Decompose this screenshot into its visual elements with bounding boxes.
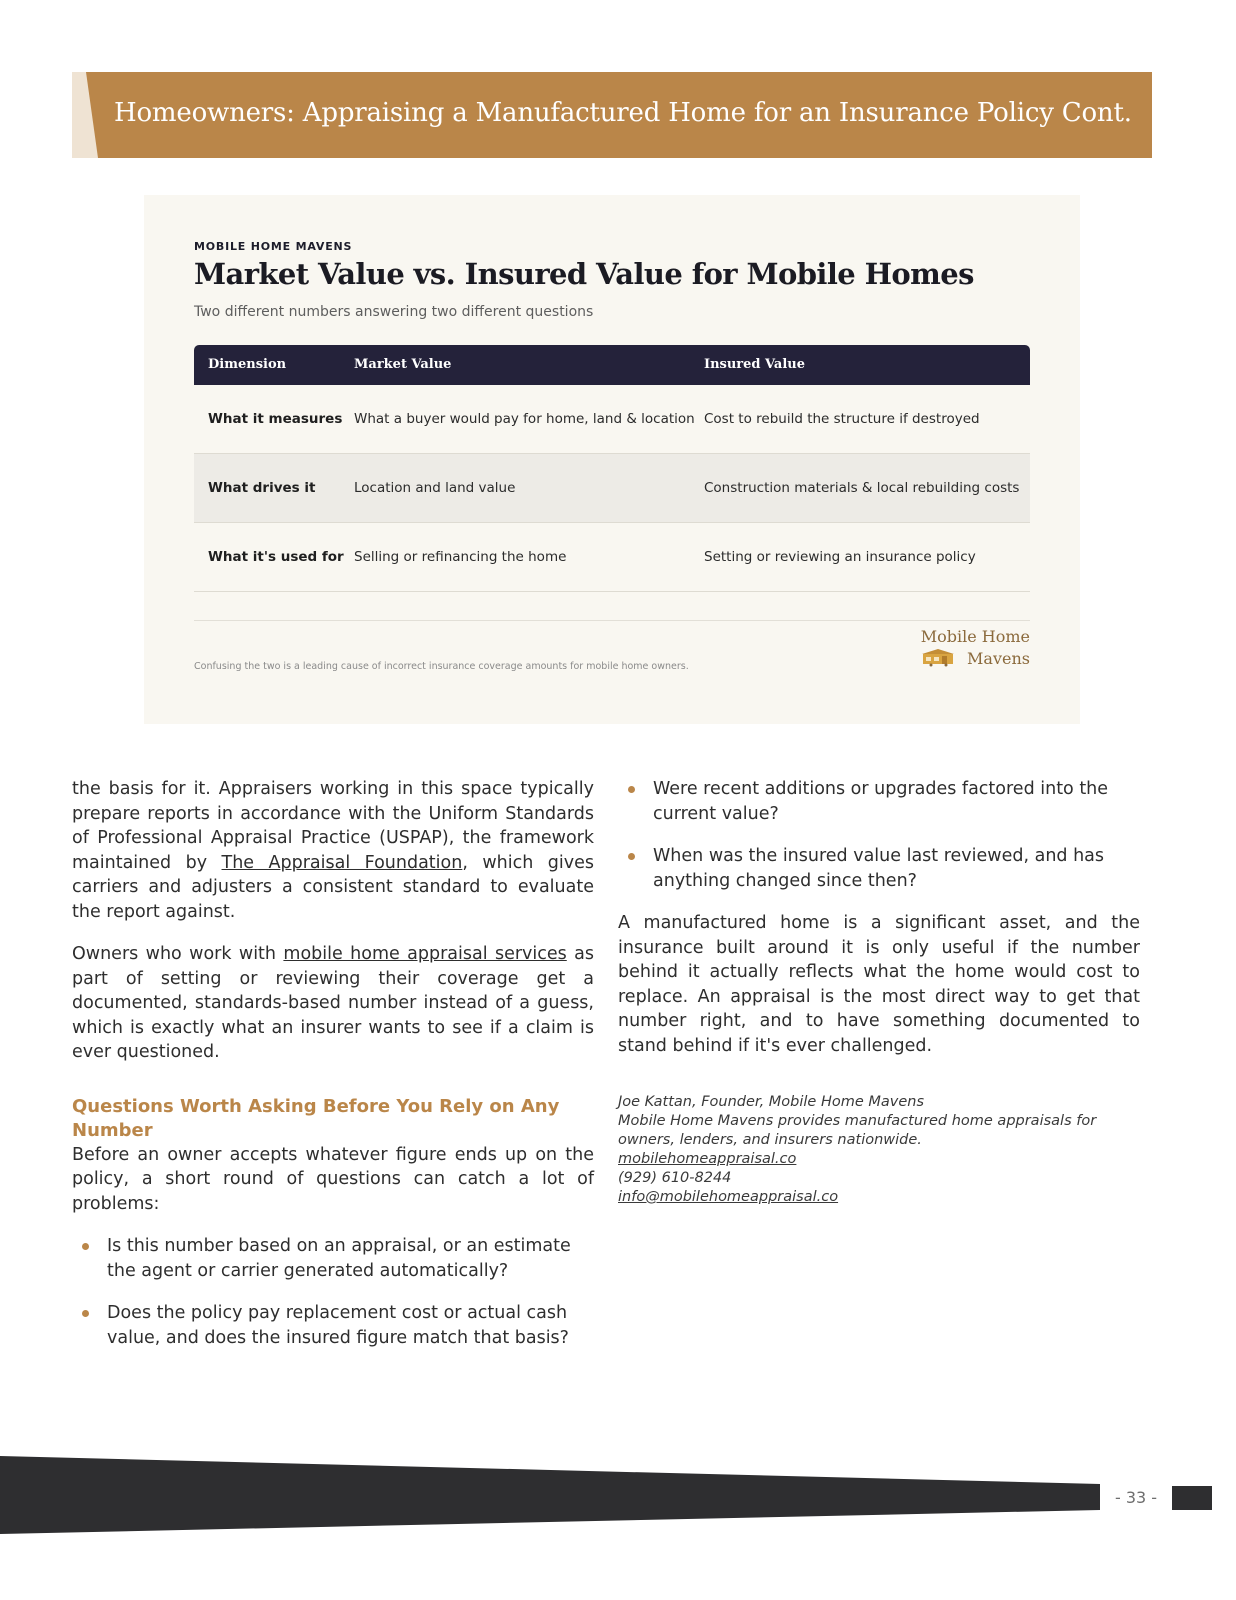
footer-band [0, 1450, 1100, 1540]
author-name: Joe Kattan, Founder, Mobile Home Mavens [618, 1094, 925, 1110]
infographic-subtitle: Two different numbers answering two different questions [194, 304, 594, 320]
question-list-left [72, 1234, 594, 1350]
phone-number: (929) 610-8244 [618, 1170, 732, 1186]
appraisal-foundation-link[interactable]: The Appraisal Foundation [221, 852, 463, 873]
list-item-text: Were recent additions or upgrades factored into the current value? [653, 779, 1109, 824]
table-row [194, 523, 1030, 592]
row-insured-value: Cost to rebuild the structure if destroyed [704, 411, 980, 427]
infographic-title: Market Value vs. Insured Value for Mobile Homes [194, 257, 974, 291]
page-number: - 33 - [1115, 1488, 1158, 1507]
right-column [618, 777, 1140, 1076]
text-span: Owners who work with [72, 944, 284, 964]
questions-intro: Before an owner accepts whatever figure ends up on the policy, a short round of questions can catch a lot of problems: [72, 1144, 594, 1214]
paragraph-appraisal-services [72, 942, 594, 1065]
bullet-icon [82, 1310, 89, 1317]
mobile-home-icon [922, 649, 956, 667]
row-market-value: Location and land value [354, 480, 516, 496]
text-span: as part of setting or reviewing their coverage get a documented, standards-based number instead of a guess, which is exactly what an insurer wants to see if a claim is ever questioned. [72, 944, 594, 1062]
table-row [194, 454, 1030, 523]
question-list-right [618, 777, 1140, 893]
table-header [194, 345, 1030, 385]
page-title: Homeowners: Appraising a Manufactured Home for an Insurance Policy Cont. [114, 98, 1132, 128]
row-insured-value: Setting or reviewing an insurance policy [704, 549, 976, 565]
text-span: , which gives carriers and adjusters a consistent standard to evaluate the report against. [72, 852, 594, 922]
company-description: Mobile Home Mavens provides manufactured home appraisals for owners, lenders, and insurers nationwide. [618, 1113, 1097, 1148]
website-link[interactable]: mobilehomeappraisal.co [618, 1151, 797, 1167]
list-item-text: When was the insured value last reviewed, and has anything changed since then? [653, 846, 1105, 891]
column-header-dimension: Dimension [208, 357, 287, 372]
comparison-table [194, 345, 1030, 621]
row-market-value: Selling or refinancing the home [354, 549, 567, 565]
table-row [194, 385, 1030, 454]
table-spacer-row [194, 592, 1030, 621]
list-item-text: Is this number based on an appraisal, or an estimate the agent or carrier generated automatically? [107, 1236, 571, 1281]
text-span: the basis for it. Appraisers working in this space typically prepare reports in accordance with the Uniform Standards of Professional Appraisal Practice (USPAP), the framework maintained by [72, 779, 594, 873]
email-link[interactable]: info@mobilehomeappraisal.co [618, 1189, 839, 1205]
logo-text-line2: Mavens [967, 649, 1030, 668]
column-header-insured-value: Insured Value [704, 357, 806, 372]
left-column [72, 777, 594, 1368]
footer-tab [1172, 1486, 1212, 1510]
list-item [72, 1301, 594, 1350]
row-dimension: What it measures [208, 411, 343, 427]
list-item [618, 777, 1140, 826]
author-signature [618, 1093, 1148, 1207]
infographic-brand: MOBILE HOME MAVENS [194, 240, 353, 253]
row-dimension: What it's used for [208, 549, 344, 565]
logo-text-line1: Mobile Home [920, 627, 1030, 646]
infographic-card [144, 195, 1080, 724]
closing-paragraph: A manufactured home is a significant asset, and the insurance built around it is only useful if the number behind it actually reflects what the home would cost to replace. An appraisal is the most direct way to get that number right, and to have something documented to stand behind if it's ever challenged. [618, 913, 1140, 1056]
row-dimension: What drives it [208, 480, 316, 496]
row-market-value: What a buyer would pay for home, land & location [354, 411, 695, 427]
column-header-market-value: Market Value [354, 357, 452, 372]
row-insured-value: Construction materials & local rebuilding costs [704, 480, 1020, 496]
bullet-icon [628, 853, 635, 860]
brand-logo [914, 627, 1030, 671]
section-heading: Questions Worth Asking Before You Rely on Any Number [72, 1095, 560, 1141]
bullet-icon [82, 1243, 89, 1250]
appraisal-services-link[interactable]: mobile home appraisal services [283, 944, 567, 964]
list-item [618, 844, 1140, 893]
paragraph-uspap [72, 777, 594, 924]
bullet-icon [628, 786, 635, 793]
list-item-text: Does the policy pay replacement cost or actual cash value, and does the insured figure match that basis? [107, 1303, 569, 1348]
list-item [72, 1234, 594, 1283]
infographic-footnote: Confusing the two is a leading cause of incorrect insurance coverage amounts for mobile home owners. [194, 661, 689, 672]
